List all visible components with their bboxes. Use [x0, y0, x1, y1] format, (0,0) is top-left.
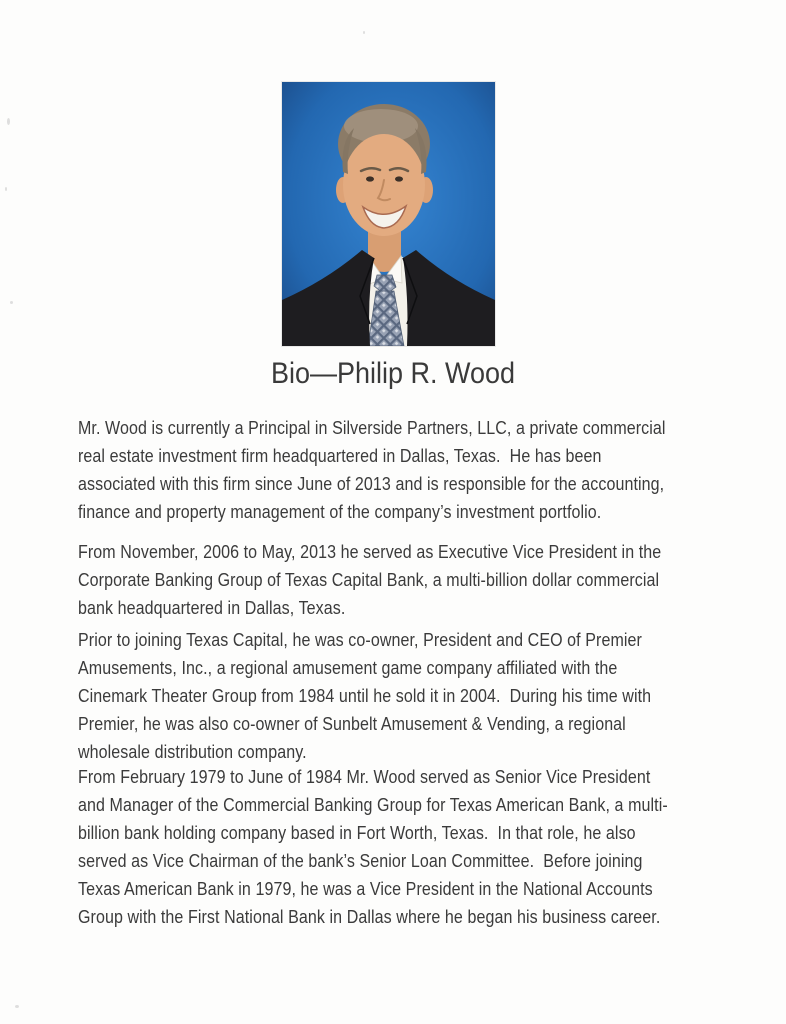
text-line: From February 1979 to June of 1984 Mr. Wood served as Senior Vice President	[78, 767, 651, 787]
bio-paragraph	[78, 626, 651, 766]
text-line: bank headquartered in Dallas, Texas.	[78, 598, 346, 618]
bio-paragraph	[78, 763, 668, 931]
bio-paragraph	[78, 538, 661, 622]
text-line: Amusements, Inc., a regional amusement game company affiliated with the	[78, 658, 618, 678]
bio-paragraph	[78, 414, 666, 526]
scan-speck	[363, 31, 365, 34]
text-line: associated with this firm since June of 2013 and is responsible for the accounting,	[78, 474, 665, 494]
scan-speck	[10, 301, 13, 304]
text-line: finance and property management of the company’s investment portfolio.	[78, 502, 602, 522]
text-line: Corporate Banking Group of Texas Capital Bank, a multi-billion dollar commercial	[78, 570, 660, 590]
text-line: Texas American Bank in 1979, he was a Vice President in the National Accounts	[78, 879, 653, 899]
text-line: served as Vice Chairman of the bank’s Senior Loan Committee. Before joining	[78, 851, 643, 871]
text-line: Prior to joining Texas Capital, he was co-owner, President and CEO of Premier	[78, 630, 642, 650]
text-line: and Manager of the Commercial Banking Group for Texas American Bank, a multi-	[78, 795, 668, 815]
text-line: From November, 2006 to May, 2013 he served as Executive Vice President in the	[78, 542, 662, 562]
eye-left	[366, 176, 374, 181]
text-line: real estate investment firm headquartered in Dallas, Texas. He has been	[78, 446, 602, 466]
text-line: wholesale distribution company.	[78, 742, 307, 762]
scan-speck	[7, 118, 10, 125]
scan-speck	[15, 1005, 19, 1008]
text-line: Group with the First National Bank in Dallas where he began his business career.	[78, 907, 661, 927]
page-title-text: Bio—Philip R. Wood	[270, 357, 516, 390]
text-line: Cinemark Theater Group from 1984 until he sold it in 2004. During his time with	[78, 686, 652, 706]
eye-right	[395, 176, 403, 181]
text-line: billion bank holding company based in Fort Worth, Texas. In that role, he also	[78, 823, 636, 843]
text-line: Mr. Wood is currently a Principal in Silverside Partners, LLC, a private commercial	[78, 418, 666, 438]
page-title	[39, 357, 746, 391]
scan-speck	[251, 601, 254, 604]
scan-speck	[5, 187, 7, 191]
text-line: Premier, he was also co-owner of Sunbelt Amusement & Vending, a regional	[78, 714, 626, 734]
portrait-photo	[282, 82, 495, 346]
